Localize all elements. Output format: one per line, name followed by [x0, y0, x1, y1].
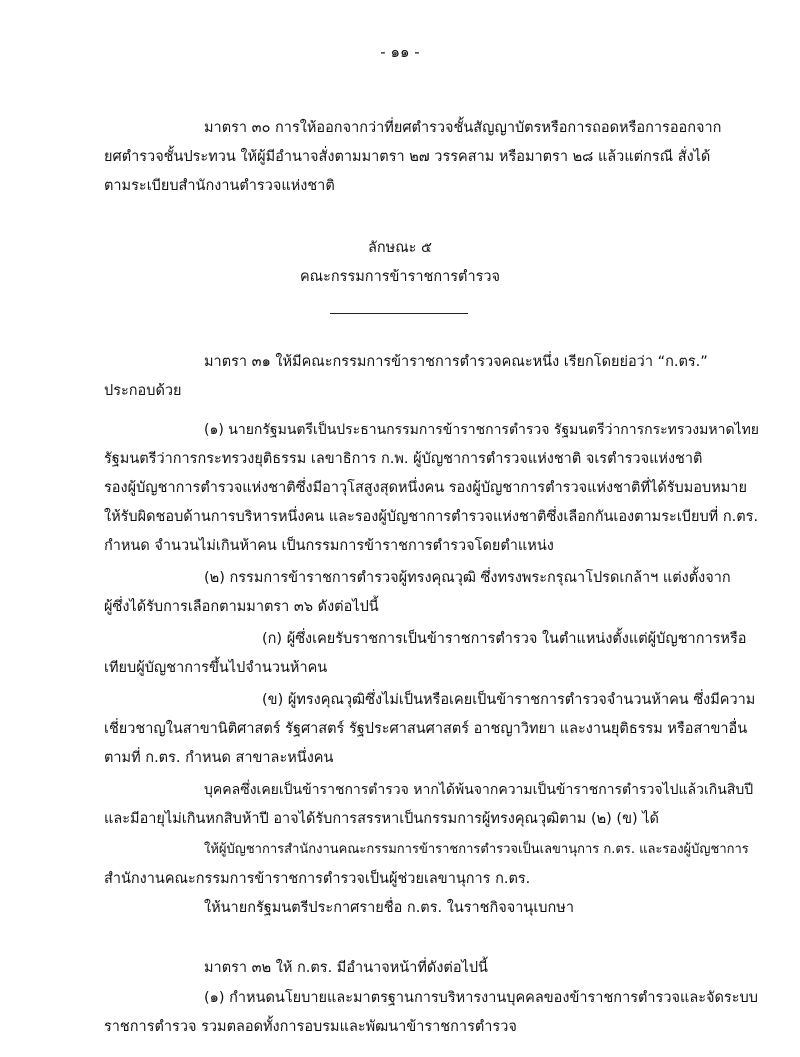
- section-31-para-5-line-1: ให้นายกรัฐมนตรีประกาศรายชื่อ ก.ตร. ในราชกิจจานุเบกษา: [204, 900, 574, 916]
- section-31-para-4-line-2: สำนักงานคณะกรรมการข้าราชการตำรวจเป็นผู้ช่วยเลขานุการ ก.ตร.: [104, 871, 531, 887]
- section-31-line-1: มาตรา ๓๑ ให้มีคณะกรรมการข้าราชการตำรวจคณะหนึ่ง เรียกโดยย่อว่า “ก.ตร.”: [204, 354, 708, 370]
- section-31-para-4-line-1: ให้ผู้บัญชาการสำนักงานคณะกรรมการข้าราชการตำรวจเป็นเลขานุการ ก.ตร. และรองผู้บัญชาการ: [204, 842, 749, 857]
- section-31-item-1-line-5: กำหนด จำนวนไม่เกินห้าคน เป็นกรรมการข้าราชการตำรวจโดยตำแหน่ง: [104, 538, 554, 554]
- section-31-item-1-line-4: ให้รับผิดชอบด้านการบริหารหนึ่งคน และรองผู้บัญชาการตำรวจแห่งชาติซึ่งเลือกกันเองตามระเบียบที่ ก.ตร.: [104, 509, 759, 525]
- heading-underline: [330, 313, 468, 314]
- page-number: - ๑๑ -: [380, 43, 420, 61]
- section-31-item-1-line-3: รองผู้บัญชาการตำรวจแห่งชาติซึ่งมีอาวุโสสูงสุดหนึ่งคน รองผู้บัญชาการตำรวจแห่งชาติที่ได้รับมอบหมาย: [104, 480, 747, 496]
- part-heading: ลักษณะ ๕: [367, 240, 433, 256]
- section-32-line-1: มาตรา ๓๒ ให้ ก.ตร. มีอำนาจหน้าที่ดังต่อไปนี้: [204, 960, 488, 976]
- section-31-item-2-line-1: (๒) กรรมการข้าราชการตำรวจผู้ทรงคุณวุฒิ ซึ่งทรงพระกรุณาโปรดเกล้าฯ แต่งตั้งจาก: [204, 570, 731, 586]
- section-31-item-1-line-2: รัฐมนตรีว่าการกระทรวงยุติธรรม เลขาธิการ ก.พ. ผู้บัญชาการตำรวจแห่งชาติ จเรตำรวจแห่งชาติ: [104, 451, 703, 467]
- section-31-para-3-line-2: และมีอายุไม่เกินหกสิบห้าปี อาจได้รับการสรรหาเป็นกรรมการผู้ทรงคุณวุฒิตาม (๒) (ข) ได้: [104, 811, 659, 827]
- section-30-line-2: ยศตำรวจชั้นประทวน ให้ผู้มีอำนาจสั่งตามมาตรา ๒๗ วรรคสาม หรือมาตรา ๒๘ แล้วแต่กรณี สั่งได้: [104, 149, 711, 165]
- section-31-sub-b-line-1: (ข) ผู้ทรงคุณวุฒิซึ่งไม่เป็นหรือเคยเป็นข้าราชการตำรวจจำนวนห้าคน ซึ่งมีความ: [262, 692, 756, 708]
- part-title: คณะกรรมการข้าราชการตำรวจ: [299, 269, 501, 285]
- section-30-line-1: มาตรา ๓๐ การให้ออกจากว่าที่ยศตำรวจชั้นสัญญาบัตรหรือการถอดหรือการออกจาก: [204, 120, 722, 136]
- section-32-item-1-line-1: (๑) กำหนดนโยบายและมาตรฐานการบริหารงานบุคคลของข้าราชการตำรวจและจัดระบบ: [204, 990, 758, 1006]
- section-30-line-3: ตามระเบียบสำนักงานตำรวจแห่งชาติ: [104, 178, 335, 194]
- section-32-item-1-line-2: ราชการตำรวจ รวมตลอดทั้งการอบรมและพัฒนาข้าราชการตำรวจ: [104, 1019, 517, 1035]
- section-31-para-3-line-1: บุคคลซึ่งเคยเป็นข้าราชการตำรวจ หากได้พ้นจากความเป็นข้าราชการตำรวจไปแล้วเกินสิบปี: [204, 782, 754, 798]
- section-31-item-1-line-1: (๑) นายกรัฐมนตรีเป็นประธานกรรมการข้าราชการตำรวจ รัฐมนตรีว่าการกระทรวงมหาดไทย: [204, 422, 760, 438]
- section-31-sub-a-line-1: (ก) ผู้ซึ่งเคยรับราชการเป็นข้าราชการตำรวจ ในตำแหน่งตั้งแต่ผู้บัญชาการหรือ: [262, 631, 747, 647]
- section-31-sub-b-line-2: เชี่ยวชาญในสาขานิติศาสตร์ รัฐศาสตร์ รัฐประศาสนศาสตร์ อาชญาวิทยา และงานยุติธรรม หรือสาขาอื่น: [104, 721, 748, 737]
- section-31-sub-b-line-3: ตามที่ ก.ตร. กำหนด สาขาละหนึ่งคน: [104, 750, 334, 766]
- section-31-line-2: ประกอบด้วย: [104, 383, 182, 399]
- section-31-item-2-line-2: ผู้ซึ่งได้รับการเลือกตามมาตรา ๓๖ ดังต่อไปนี้: [104, 599, 379, 615]
- section-31-sub-a-line-2: เทียบผู้บัญชาการขึ้นไปจำนวนห้าคน: [104, 660, 328, 676]
